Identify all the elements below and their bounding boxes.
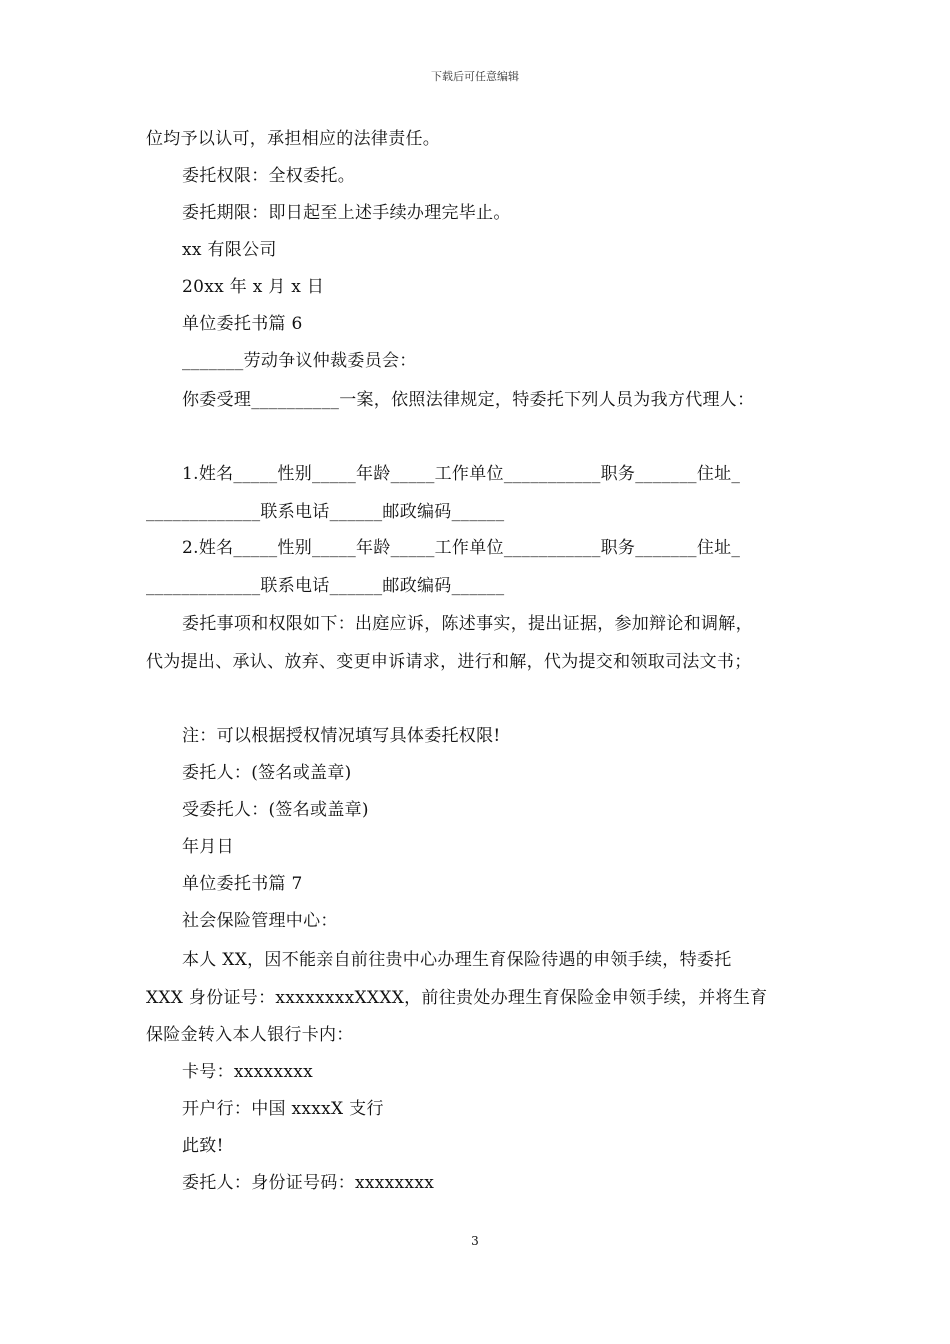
agent-1-line-a: 1.姓名_____性别_____年龄_____工作单位___________职务_______住址_ <box>182 464 741 484</box>
principal-signature: 委托人：(签名或盖章) <box>182 763 352 783</box>
body-line-case: 你委受理__________一案，依照法律规定，特委托下列人员为我方代理人： <box>182 390 755 410</box>
agent-2-line-a: 2.姓名_____性别_____年龄_____工作单位___________职务_______住址_ <box>182 538 741 558</box>
closing-line: 此致! <box>182 1136 224 1156</box>
body-line-period: 委托期限：即日起至上述手续办理完毕止。 <box>182 203 511 223</box>
bank-branch-line: 开户行：中国 xxxxX 支行 <box>182 1099 384 1119</box>
body-line-maternity-3: 保险金转入本人银行卡内： <box>146 1025 354 1045</box>
body-line-responsibility: 位均予以认可，承担相应的法律责任。 <box>146 129 441 149</box>
body-line-maternity-2: XXX 身份证号：xxxxxxxxXXXX，前往贵处办理生育保险金申领手续，并将生育 <box>146 988 768 1008</box>
page-header: 下载后可任意编辑 <box>431 70 519 83</box>
addressee-social-insurance: 社会保险管理中心： <box>182 911 338 931</box>
agent-signature: 受委托人：(签名或盖章) <box>182 800 369 820</box>
addressee-arbitration: _______劳动争议仲裁委员会： <box>182 351 417 371</box>
section-title-6: 单位委托书篇 6 <box>182 314 303 334</box>
body-line-scope-1: 委托事项和权限如下：出庭应诉，陈述事实，提出证据，参加辩论和调解， <box>182 614 753 634</box>
card-number-line: 卡号：xxxxxxxx <box>182 1062 313 1082</box>
date-line: 20xx 年 x 月 x 日 <box>182 277 325 297</box>
section-title-7: 单位委托书篇 7 <box>182 874 303 894</box>
company-name: xx 有限公司 <box>182 240 277 260</box>
page-number: 3 <box>471 1234 479 1248</box>
agent-1-line-b: _____________联系电话______邮政编码______ <box>146 502 505 522</box>
principal-id-line: 委托人：身份证号码：xxxxxxxx <box>182 1173 435 1193</box>
agent-2-line-b: _____________联系电话______邮政编码______ <box>146 576 505 596</box>
note-line: 注：可以根据授权情况填写具体委托权限! <box>182 726 501 746</box>
body-line-maternity-1: 本人 XX，因不能亲自前往贵中心办理生育保险待遇的申领手续，特委托 <box>182 950 732 970</box>
body-line-authority: 委托权限：全权委托。 <box>182 166 355 186</box>
body-line-scope-2: 代为提出、承认、放弃、变更申诉请求，进行和解，代为提交和领取司法文书； <box>146 652 752 672</box>
date-blank-line: 年月日 <box>182 837 234 857</box>
